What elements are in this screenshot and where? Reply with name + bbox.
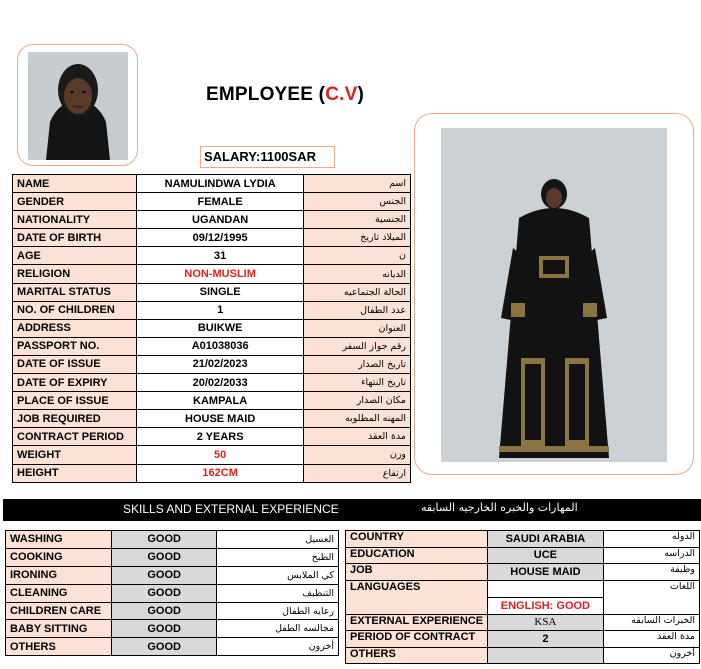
info-label: HEIGHT bbox=[13, 464, 137, 482]
table-row bbox=[13, 247, 411, 265]
info-value: UGANDAN bbox=[136, 211, 303, 229]
skill-label: CLEANING bbox=[6, 584, 112, 602]
page-title: EMPLOYEE (C.V) bbox=[206, 84, 364, 105]
info-value: 2 YEARS bbox=[136, 428, 303, 446]
others-arabic: أخرون bbox=[603, 647, 699, 664]
education-label: EDUCATION bbox=[346, 547, 488, 564]
info-label: DATE OF ISSUE bbox=[13, 355, 137, 373]
skill-value: GOOD bbox=[111, 548, 216, 566]
info-value: 1 bbox=[136, 301, 303, 319]
info-label: MARITAL STATUS bbox=[13, 283, 137, 301]
info-arabic: ارتفاع bbox=[304, 464, 411, 482]
info-label: PASSPORT NO. bbox=[13, 337, 137, 355]
info-label: AGE bbox=[13, 247, 137, 265]
info-arabic: المهنه المطلوبه bbox=[304, 410, 411, 428]
info-value: SINGLE bbox=[136, 283, 303, 301]
table-row bbox=[6, 620, 339, 638]
skill-label: CHILDREN CARE bbox=[6, 602, 112, 620]
job-label: JOB bbox=[346, 564, 488, 581]
skill-value: GOOD bbox=[111, 602, 216, 620]
languages-arabic: اللغات bbox=[603, 580, 699, 614]
skill-arabic: الطبخ bbox=[217, 548, 339, 566]
info-arabic: اسم bbox=[304, 175, 411, 193]
skills-header-bar bbox=[3, 499, 701, 521]
table-row bbox=[346, 580, 700, 597]
skill-arabic: الغسيل bbox=[217, 531, 339, 549]
table-row bbox=[13, 301, 411, 319]
info-arabic: ن bbox=[304, 247, 411, 265]
skills-table bbox=[5, 530, 339, 656]
info-value: 20/02/2033 bbox=[136, 374, 303, 392]
skill-value: GOOD bbox=[111, 638, 216, 656]
education-arabic: الدراسه bbox=[603, 547, 699, 564]
skill-label: IRONING bbox=[6, 566, 112, 584]
table-row bbox=[346, 614, 700, 631]
experience-label: EXTERNAL EXPERIENCE bbox=[346, 614, 488, 631]
info-value: HOUSE MAID bbox=[136, 410, 303, 428]
table-row bbox=[13, 193, 411, 211]
info-label: DATE OF BIRTH bbox=[13, 229, 137, 247]
skill-arabic: رعايه الطفال bbox=[217, 602, 339, 620]
personal-info-table bbox=[12, 174, 411, 483]
country-label: COUNTRY bbox=[346, 531, 488, 548]
info-arabic: الجنس bbox=[304, 193, 411, 211]
info-value: NAMULINDWA LYDIA bbox=[136, 175, 303, 193]
info-label: PLACE OF ISSUE bbox=[13, 392, 137, 410]
table-row bbox=[6, 584, 339, 602]
table-row bbox=[6, 548, 339, 566]
info-arabic: الحالة الجتماعيه bbox=[304, 283, 411, 301]
info-label: ADDRESS bbox=[13, 319, 137, 337]
table-row bbox=[13, 464, 411, 482]
others-label: OTHERS bbox=[346, 647, 488, 664]
skill-value: GOOD bbox=[111, 531, 216, 549]
table-row bbox=[13, 374, 411, 392]
table-row bbox=[13, 337, 411, 355]
full-photo-frame bbox=[414, 113, 694, 475]
skill-arabic: مجالسه الطفل bbox=[217, 620, 339, 638]
table-row bbox=[346, 564, 700, 581]
skills-header-arabic: المهارات والخبره الخارجيه السابقه bbox=[421, 501, 578, 514]
table-row bbox=[13, 410, 411, 428]
table-row bbox=[6, 638, 339, 656]
info-value: 09/12/1995 bbox=[136, 229, 303, 247]
languages-value: ENGLISH: GOOD bbox=[488, 597, 604, 614]
full-length-photo bbox=[441, 128, 667, 462]
info-label: CONTRACT PERIOD bbox=[13, 428, 137, 446]
info-label: NATIONALITY bbox=[13, 211, 137, 229]
info-arabic: رقم جواز السفر bbox=[304, 337, 411, 355]
info-arabic: العنوان bbox=[304, 319, 411, 337]
table-row bbox=[13, 392, 411, 410]
skill-value: GOOD bbox=[111, 566, 216, 584]
info-value: A01038036 bbox=[136, 337, 303, 355]
table-row bbox=[6, 566, 339, 584]
period-value: 2 bbox=[488, 631, 604, 648]
info-arabic: تاريخ الصدار bbox=[304, 355, 411, 373]
info-value: NON-MUSLIM bbox=[136, 265, 303, 283]
skill-label: OTHERS bbox=[6, 638, 112, 656]
info-arabic: عدد الطفال bbox=[304, 301, 411, 319]
experience-value: KSA bbox=[488, 614, 604, 631]
table-row bbox=[6, 602, 339, 620]
skill-label: COOKING bbox=[6, 548, 112, 566]
languages-spacer bbox=[488, 580, 604, 597]
table-row bbox=[13, 211, 411, 229]
info-arabic: الميلاد تاريخ bbox=[304, 229, 411, 247]
info-value: FEMALE bbox=[136, 193, 303, 211]
info-label: NO. OF CHILDREN bbox=[13, 301, 137, 319]
info-value: 31 bbox=[136, 247, 303, 265]
table-row bbox=[13, 175, 411, 193]
info-arabic: مكان الصدار bbox=[304, 392, 411, 410]
portrait-photo-frame bbox=[17, 44, 138, 166]
info-value: KAMPALA bbox=[136, 392, 303, 410]
table-row bbox=[13, 355, 411, 373]
info-label: JOB REQUIRED bbox=[13, 410, 137, 428]
skill-label: WASHING bbox=[6, 531, 112, 549]
period-arabic: مدة العقد bbox=[603, 631, 699, 648]
info-label: NAME bbox=[13, 175, 137, 193]
table-row bbox=[13, 428, 411, 446]
table-row bbox=[13, 446, 411, 464]
table-row bbox=[13, 319, 411, 337]
info-value: BUIKWE bbox=[136, 319, 303, 337]
skill-arabic: أخرون bbox=[217, 638, 339, 656]
skill-value: GOOD bbox=[111, 584, 216, 602]
table-row bbox=[346, 547, 700, 564]
table-row bbox=[6, 531, 339, 549]
job-value: HOUSE MAID bbox=[488, 564, 604, 581]
table-row bbox=[346, 631, 700, 648]
info-arabic: تاريخ النتهاء bbox=[304, 374, 411, 392]
salary-label: SALARY:1100SAR bbox=[200, 146, 335, 168]
skill-arabic: كي الملابس bbox=[217, 566, 339, 584]
experience-arabic: الخبرات السابقه bbox=[603, 614, 699, 631]
table-row bbox=[346, 531, 700, 548]
table-row bbox=[346, 647, 700, 664]
languages-label: LANGUAGES bbox=[346, 580, 488, 614]
period-label: PERIOD OF CONTRACT bbox=[346, 631, 488, 648]
info-value: 21/02/2023 bbox=[136, 355, 303, 373]
job-arabic: وظيفة bbox=[603, 564, 699, 581]
country-arabic: الدوله bbox=[603, 531, 699, 548]
info-arabic: الديانه bbox=[304, 265, 411, 283]
skill-arabic: التنظيف bbox=[217, 584, 339, 602]
skills-header-english: SKILLS AND EXTERNAL EXPERIENCE bbox=[123, 502, 339, 516]
country-value: SAUDI ARABIA bbox=[488, 531, 604, 548]
info-arabic: مدة العقد bbox=[304, 428, 411, 446]
info-value: 50 bbox=[136, 446, 303, 464]
info-value: 162CM bbox=[136, 464, 303, 482]
table-row bbox=[13, 265, 411, 283]
info-label: DATE OF EXPIRY bbox=[13, 374, 137, 392]
education-value: UCE bbox=[488, 547, 604, 564]
info-arabic: الجنسية bbox=[304, 211, 411, 229]
others-value bbox=[488, 647, 604, 664]
portrait-photo bbox=[28, 52, 128, 160]
info-label: WEIGHT bbox=[13, 446, 137, 464]
table-row bbox=[13, 283, 411, 301]
info-label: GENDER bbox=[13, 193, 137, 211]
info-arabic: وزن bbox=[304, 446, 411, 464]
table-row bbox=[13, 229, 411, 247]
experience-table bbox=[345, 530, 700, 664]
skill-value: GOOD bbox=[111, 620, 216, 638]
info-label: RELIGION bbox=[13, 265, 137, 283]
skill-label: BABY SITTING bbox=[6, 620, 112, 638]
